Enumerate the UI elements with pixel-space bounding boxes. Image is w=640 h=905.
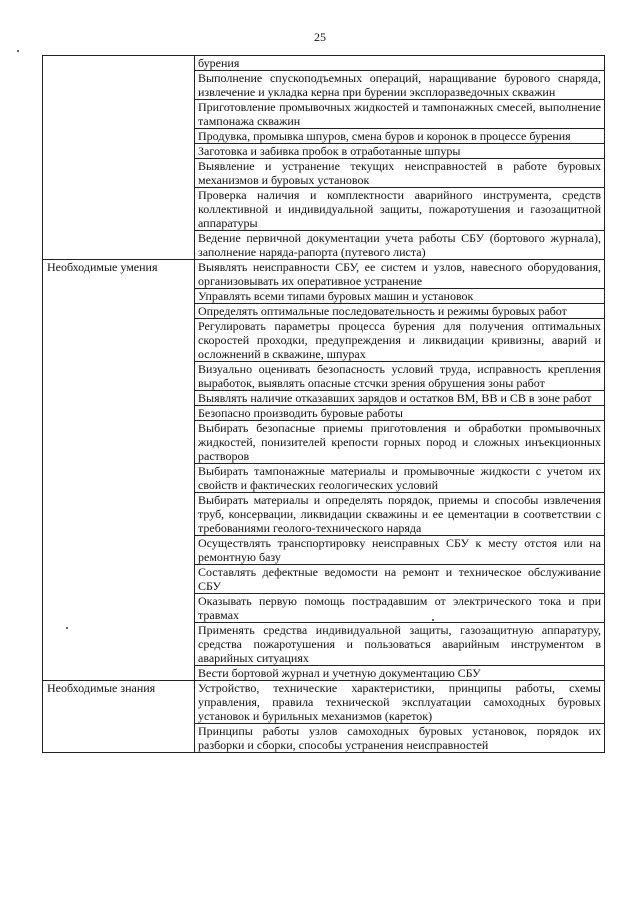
page-number: 25: [314, 30, 326, 44]
scan-speck: [66, 627, 68, 629]
requirement-item: Заготовка и забивка пробок в отработанные шпуры: [195, 144, 605, 159]
requirement-item: Приготовление промывочных жидкостей и тампонажных смесей, выполнение тампонажа скважин: [195, 100, 605, 129]
scan-speck: [432, 619, 434, 621]
requirement-item: Регулировать параметры процесса бурения для получения оптимальных скоростей проходки, предупреждения и ликвидации кривизны, аварий и осложнений в скважине, шпурах: [195, 319, 605, 362]
requirements-table: [42, 55, 605, 753]
requirement-item: Выявлять наличие отказавших зарядов и остатков ВМ, ВВ и СВ в зоне работ: [195, 391, 605, 406]
requirement-item: Устройство, технические характеристики, принципы работы, схемы управления, правила технической эксплуатации самоходных буровых установок и бурильных механизмов (кареток): [195, 681, 605, 724]
requirement-item: Составлять дефектные ведомости на ремонт и техническое обслуживание СБУ: [195, 565, 605, 594]
requirement-item: Выбирать тампонажные материалы и промывочные жидкости с учетом их свойств и фактических геологических условий: [195, 464, 605, 493]
requirement-item: Управлять всеми типами буровых машин и установок: [195, 289, 605, 304]
requirement-item: Оказывать первую помощь пострадавшим от электрического тока и при травмах: [195, 594, 605, 623]
requirement-item: Выявление и устранение текущих неисправностей в работе буровых механизмов и буровых установок: [195, 159, 605, 188]
requirement-item: Проверка наличия и комплектности аварийного инструмента, средств коллективной и индивидуальной защиты, пожаротушения и газозащитной аппаратуры: [195, 188, 605, 231]
requirement-item: Принципы работы узлов самоходных буровых установок, порядок их разборки и сборки, способы устранения неисправностей: [195, 724, 605, 753]
requirement-item: Выполнение спускоподъемных операций, наращивание бурового снаряда, извлечение и укладка керна при бурении эксплоразведочных скважин: [195, 71, 605, 100]
table-row: [43, 260, 605, 289]
requirement-item: Выявлять неисправности СБУ, ее систем и узлов, навесного оборудования, организовывать их оперативное устранение: [195, 260, 605, 289]
section-label: [43, 56, 195, 260]
section-label: Необходимые знания: [43, 681, 195, 753]
requirement-item: Выбирать материалы и определять порядок, приемы и способы извлечения труб, консервации, ликвидации скважины и ее цементации в соответствии с требованиями геолого-технического наряда: [195, 493, 605, 536]
requirements-table-body: [43, 56, 605, 753]
requirement-item: Ведение первичной документации учета работы СБУ (бортового журнала), заполнение наряда-рапорта (путевого листа): [195, 231, 605, 260]
requirements-table-container: [42, 55, 605, 753]
requirement-item: Осуществлять транспортировку неисправных СБУ к месту отстоя или на ремонтную базу: [195, 536, 605, 565]
scan-speck: [17, 50, 19, 52]
section-label: Необходимые умения: [43, 260, 195, 681]
requirement-item: Безопасно производить буровые работы: [195, 406, 605, 421]
requirement-item: Вести бортовой журнал и учетную документацию СБУ: [195, 666, 605, 681]
table-row: [43, 56, 605, 71]
requirement-item: Визуально оценивать безопасность условий труда, исправность крепления выработок, выявлять опасные стсчки зрения обрушения зоны работ: [195, 362, 605, 391]
table-row: [43, 681, 605, 724]
requirement-item: Выбирать безопасные приемы приготовления и обработки промывочных жидкостей, понизителей крепости горных пород и сложных инъекционных растворов: [195, 421, 605, 464]
requirement-item: Продувка, промывка шпуров, смена буров и коронок в процессе бурения: [195, 129, 605, 144]
requirement-item: Определять оптимальные последовательность и режимы буровых работ: [195, 304, 605, 319]
requirement-item: Применять средства индивидуальной защиты, газозащитную аппаратуру, средства пожаротушения и пользоваться аварийным инструментом в аварийных ситуациях: [195, 623, 605, 666]
requirement-item: бурения: [195, 56, 605, 71]
